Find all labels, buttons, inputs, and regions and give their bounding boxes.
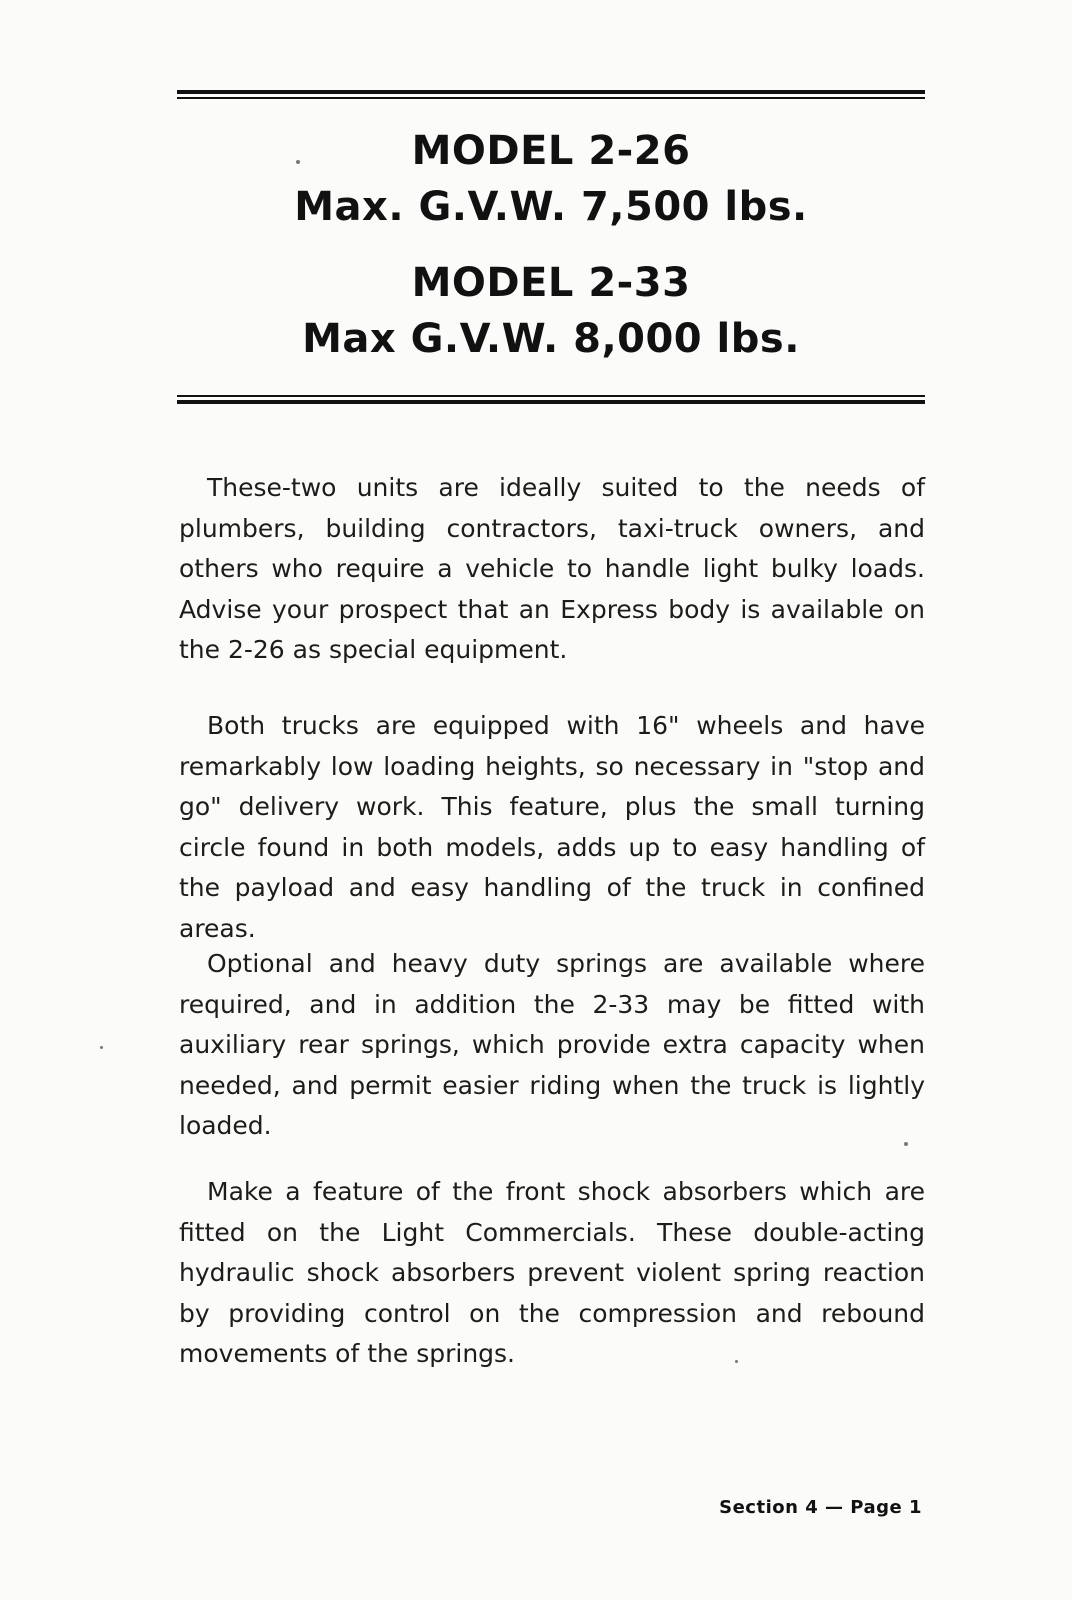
scan-speck	[100, 1046, 103, 1049]
scan-speck	[735, 1360, 738, 1363]
model-2-33-title: MODEL 2-33	[411, 260, 691, 306]
top-double-rule	[177, 90, 925, 99]
bottom-double-rule	[177, 395, 925, 404]
paragraph-springs: Optional and heavy duty springs are available where required, and in addition the 2-33 may be fitted with auxiliary rear springs, which provide extra capacity when needed, and permit easier riding when the truck is lightly loaded.	[179, 949, 925, 1140]
paragraph-applications: These-two units are ideally suited to the needs of plumbers, building contractors, taxi-truck owners, and others who require a vehicle to handle light bulky loads. Advise your prospect that an Express body is available on the 2-26 as special equipment.	[179, 473, 925, 664]
model-2-26-gvw: Max. G.V.W. 7,500 lbs.	[294, 184, 808, 230]
paragraph-wheels: Both trucks are equipped with 16" wheels and have remarkably low loading heights, so necessary in "stop and go" delivery work. This feature, plus the small turning circle found in both models, adds up to easy handling of the payload and easy handling of the truck in confined areas.	[179, 711, 925, 943]
scan-speck	[296, 160, 300, 164]
scan-speck	[904, 1142, 908, 1146]
page-number: Section 4 — Page 1	[719, 1497, 922, 1518]
model-2-33-gvw: Max G.V.W. 8,000 lbs.	[302, 316, 800, 362]
model-2-26-title: MODEL 2-26	[411, 128, 691, 174]
paragraph-shock-absorbers: Make a feature of the front shock absorbers which are fitted on the Light Commercials. These double-acting hydraulic shock absorbers prevent violent spring reaction by providing control on the compression and rebound movements of the springs.	[179, 1177, 925, 1368]
